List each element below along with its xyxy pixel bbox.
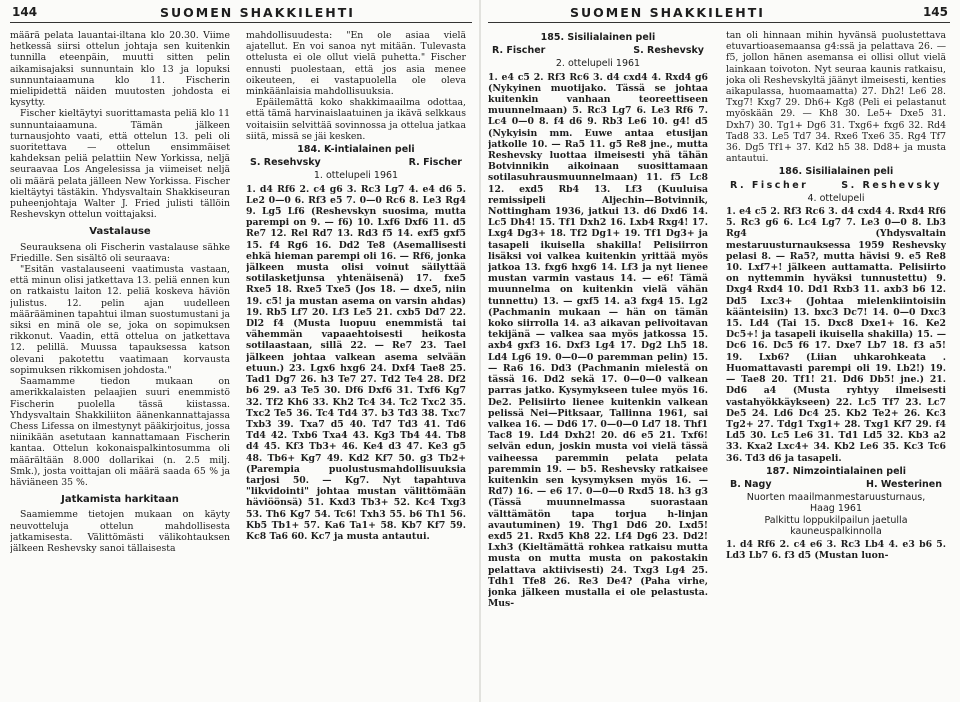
page-number: 145 [922,5,948,19]
paragraph: Saamamme tiedon mukaan on amerikkalaisten pelaajien suuri enemmistö Fischerin puolella tässä kiistassa. Yhdysvaltain Shakkiliiton äänenkannattajassa Chess Lifessa on ilmestynyt pääkirjoitus, jossa niinikään asetutaan kannattamaan Fischerin kantaa. Ottelun kokonaispalkintosumma oli määrältään 8.000 dollarikai (n. 2.5 milj. Smk.), josta voittajan oli määrä saada 65 % ja häviäneen 35 %. [10,376,230,488]
black-player: R. Fischer [408,157,462,169]
game-subtitle: kauneuspalkinnolla [790,525,882,537]
game-moves: 1. e4 c5 2. Rf3 Rc6 3. d4 cxd4 4. Rxd4 g6 (Nykyinen muotijako. Tässä se johtaa kuitenkin vanhaan teoreettiseen muunnelmaan) 5. Rc3 Lg7 6. Le3 Rf6 7. Lc4 0—0 8. f4 d6 9. Rb3 Le6 10. g4! d5 (Nykyisin mm. Euwe antaa etusijan jatkolle 10. — Ra5 11. g5 Re8 jne., mutta Reshevsky luottaa ilmeisesti yhä tähän Botvinnikin aikoinaan suosittamaan sotilasuhrausmuunnelmaan) 11. f5 Lc8 12. exd5 Rb4 13. Lf3 (Kuuluisa remissipeli Aljechin—Botvinnik, Nottingham 1936, jatkui 13. d6 Dxd6 14. Lc5 Dh4! 15. Tf1 Dxh2 16. Lxb4 Rxg4! 17. Lxg4 Dg3+ 18. Tf2 Dg1+ 19. Tf1 Dg3+ ja tasapeli ikuisella shakilla! Pelisiirron lisäksi voi valkea kuitenkin yrittää myös jatkoa 13. fxg6 hxg6 14. Lf3 ja nyt lienee mustan varmin vastaus 14. — e6! Tämä muunnelma on kuitenkin vielä vähän tunnettu) 13. — gxf5 14. a3 fxg4 15. Lg2 (Pachmanin mukaan — hän on tämän koko siirrolla 14. a3 aikavan pelivoitavan tekijänä — valkea saa myös jatkossa 15. axb4 gxf3 16. Dxf3 Lg4 17. Dg2 Lh5 18. Ld4 Lg6 19. 0—0—0 paremman pelin) 15. — Ra6 16. Dd3 (Pachmanin mielestä on tässä 16. Dd2 sekä 17. 0—0—0 valkean parras jatko. Kysymykseen tulee myös 16. De2. Pelisiirto lienee kuitenkin valkean pelissä Nei—Pitksaar, Tallinna 1961, sai valkea 16. — Dd6 17. 0—0—0 Ld7 18. Thf1 Tac8 19. Ld4 Dxh2! 20. d6 e5 21. Txf6! selvän edun, joskin musta voi vielä tässä vaiheessa paremmin pelata pelata paremmin 19. — b5. Reshevsky ratkaisee kuitenkin sen kysymyksen myös 16. — Rd7) 16. — e6 17. 0—0—0 Rxd5 18. h3 g3 (Tässä muunnelmassa suorastaan välttämätön tapa torjua h-linjan avautuminen) 19. Thg1 Dd6 20. Lxd5! exd5 21. Rxd5 Kh8 22. Lf4 Dg6 23. Dd2! Lxh3 (Kieltämättä rohkea ratkaisu mutta musta on mutta musta on pakostakin pelattava aktiivisesti) 24. Txg3 Lg4 25. Tdh1 Tfe8 26. Re3 De4? (Paha virhe, jonka jälkeen mustalla ei ole pelastusta. Mus- [488,71,708,610]
page-header [10,2,472,23]
white-player: S. Resehvsky [250,157,321,169]
page-gutter [479,0,481,702]
paragraph: määrä pelata lauantai-iltana klo 20.30. Viime hetkessä siirsi ottelun johtaja sen kuitenkin tunnilla eteenpäin, muutti sitten pelin aikamisajaksi sunnuntain klo 13 ja lopuksi sunnuntaiaamuna klo 11. Fischerin mielipidettä näiden muutosten johdosta ei kysytty. [10,30,230,109]
paragraph: "Esitän vastalauseeni vaatimusta vastaan, että minun olisi jatkettava 13. peliä ennen kun on ratkaistu laiton 12. peliä koskeva häviön julistus. 12. pelin ajan uudelleen määrääminen tapahtui ilman suostumustani ja siksi en minä ole se, joka on sopimuksen rikkonut. Vaadin, että ottelua on jatkettava 12. pelillä. Muussa tapauksessa katson olevani pakotettu vaatimaan korvausta sopimuksen rikkomisen johdosta." [10,264,230,376]
page-header [488,2,950,23]
running-title: SUOMEN SHAKKILEHTI [160,5,355,20]
game-header [726,466,946,537]
game-moves: 1. e4 c5 2. Rf3 Rc6 3. d4 cxd4 4. Rxd4 Rf6 5. Rc3 g6 6. Lc4 Lg7 7. Le3 0—0 8. Lb3 Rg4 (Yhdysvaltain mestaruusturnauksessa 1959 Reshevsky pelasi 8. — Ra5?, mutta hävisi 9. e5 Re8 10. Lxf7+! jälkeen auttamatta. Pelisiirto on nyttemmin hyväksi tunnustettu) 9. Dxg4 Rxd4 10. Dd1 Rxb3 11. axb3 b6 12. Dd5 Lxc3+ (Johtaa mielenkiintoisiin käänteisiin) 13. bxc3 Dc7! 14. 0—0 Dxc3 15. Ld4 (Tai 15. Dxc8 Dxe1+ 16. Ke2 Dc5+! ja tasapeli ikuisella shakilla) 15. — Dc6 16. Dc5 f6 17. Dxe7 Lb7 18. f3 a5! 19. Lxb6? (Liian uhkarohkeata . Huomattavasti parempi oli 19. Lb2!) 19. — Tae8 20. Tf1! 21. Dd6 Db5! jne.) 21. Dd6 a4 (Musta ryhtyy ilmeisesti vastahyökkäykseen) 22. Lc5 Tf7 23. Lc7 De5 24. Ld6 Dc4 25. Kb2 Te2+ 26. Kc3 Tg2+ 27. Tdg1 Txg1+ 28. Txg1 Kf7 29. f4 Ld5 30. Lc5 Le6 31. Td1 Ld5 32. Kb3 a2 33. Kxa2 Lxc4+ 34. Kb2 Le6 35. Kc3 Tc6 36. Td3 d6 ja tasapeli. [726,206,946,464]
game-number: 187. Nimzointialainen peli [765,465,907,477]
paragraph: Seurauksena oli Fischerin vastalause sähke Friedille. Sen sisältö oli seuraava: [10,241,230,264]
game-number: 186. Sisilialainen peli [778,166,894,178]
right-column-2 [726,30,946,698]
paragraph: mahdollisuudesta: "En ole asiaa vielä ajatellut. En voi sanoa nyt mitään. Tulevasta ottelusta ei ole ollut vielä puhetta." Fischer ennusti puolestaan, että jos asia menee oikeuteen, ei vastapuolella ole oleva minkäänlaisia mahdollisuuksia. [246,30,466,98]
black-player: S. Reshevsky [633,45,704,57]
paragraph: tan oli hinnaan mihin hyvänsä puolustettava etuvartioasemaansa g4:ssä ja pelattava 26. — f5, jollon hänen asemansa ei ollisi ollut vielä lainkaan toivoton. Nyt seuraa kaunis ratkaisu, joka oli Reshevskyltä jäänyt ilmeisesti, kenties aikapulassa, huomaamatta) 27. Dh2! Le6 28. Txg7! Kxg7 29. Dh6+ Kg8 (Peli ei pelastanut myöskään 29. — Kh8 30. Le5+ Dxe5 31. Dxh7) 30. Tg1+ Dg6 31. Txg6+ fxg6 32. Rd4 Tad8 33. Le5 Td7 34. Rxe6 Txe6 35. Rg4 Tf7 36. Dg5 Tf1+ 37. Kd2 h5 38. Dd8+ ja musta antautui. [726,30,946,165]
game-subtitle: 4. ottelupeli [807,192,865,204]
paragraph: Epäilemättä koko shakkimaailma odottaa, että tämä harvinaislaatuinen ja ikävä selkkaus voitaisiin selvittää sovinnossa ja ottelua jatkaa siitä, missä se jäi kesken. [246,97,466,142]
left-column-1 [10,30,230,698]
page-number: 144 [12,5,38,19]
left-column-2 [246,30,466,698]
players-row [488,45,708,56]
game-header [246,144,466,182]
white-player: R. Fischer [730,179,809,191]
game-subtitle: 2. ottelupeli 1961 [555,58,641,70]
game-subtitle: Palkittu loppukilpailun jaetulla [764,514,908,526]
section-heading: Vastalause [89,226,151,238]
game-subtitle: Nuorten maailmanmestaruusturnaus, [746,492,926,504]
left-page [10,0,472,702]
black-player: S. Reshevsky [841,179,942,191]
players-row [246,157,466,168]
paragraph: Fischer kieltäytyi suorittamasta peliä klo 11 sunnuntaiaamuna. Tämän jälkeen turnausjohto vaati, että ottelun 13. peli oli suoritettava — ottelun ensimmäiset kahdeksan peliä pelattiin New Yorkissa, neljä seuraavaa Los Angelesissa ja viimeiset neljä oli määrä pelata jälleen New Yorkissa. Fischer kieltäytyi tästäkin. Yhdysvaltain Shakkiseuran puheenjohtaja Walter J. Fried julisti tällöin Reshevskyn ottelun voittajaksi. [10,108,230,221]
game-header [726,166,946,204]
black-player: H. Westerinen [866,478,942,490]
game-moves: 1. d4 Rf6 2. c4 g6 3. Rc3 Lg7 4. e4 d6 5. Le2 0—0 6. Rf3 e5 7. 0—0 Rc6 8. Le3 Rg4 9. Lg5 Lf6 (Reshevskyn suosima, mutta parempi on 9. — f6) 10. Lxf6 Dxf6 11. d5 Re7 12. Rel Rd7 13. Rd3 f5 14. exf5 gxf5 15. f4 Rg6 16. Dd2 Te8 (Asemallisesti ehkä hieman parempi oli 16. — Rf6, jonka jälkeen musta olisi voinut säilyttää sotilasketjunsa yhtenäisenä) 17. fxe5 Rxe5 18. Rxe5 Txe5 (Jos 18. — dxe5, niin 19. c5! ja mustan asema on varsin ahdas) 19. Rb5 Lf7 20. Lf3 Le5 21. cxb5 Dd7 22. Dl2 f4 (Musta luopuu enemmistä tai vähemmän vapaaehtoisesti heikosta sotilaastaan, sillä 22. — Re7 23. Tael jälkeen johtaa valkean asema selvään etuun.) 23. Lgx6 hxg6 24. Dxf4 Tae8 25. Tad1 Dg7 26. h3 Te7 27. Td2 Te4 28. Df2 b6 29. a3 Te5 30. Df6 Dxf6 31. Txf6 Kg7 32. Tf2 Kh6 33. Kh2 Tc4 34. Tc2 Txc2 35. Txc2 Te5 36. Tc4 Td4 37. b3 Td3 38. Txc7 Txb3 39. Txa7 d5 40. Td7 Td3 41. Td6 Td4 42. Txb6 Txa4 43. Kg3 Tb4 44. Tb8 d4 45. Kf3 Tb3+ 46. Ke4 d3 47. Ke3 g5 48. Tb6+ Kg7 49. Kd2 Kf7 50. g3 Tb2+ (Parempia puolustusmahdollisuuksia tarjosi 50. — Kg7. Nyt tapahtuva "likvidointi" johtaa mustan välittömään häviöönsä) 51. Kxd3 Tb3+ 52. Kc4 Txg3 53. Th6 Kg7 54. Tc6! Txh3 55. b6 Th1 56. Kb5 Tb1+ 57. Ka6 Ta1+ 58. Kb7 Kf7 59. Kc8 Ta6 60. Kc7 ja musta antautui. [246,183,466,542]
game-subtitle: 1. ottelupeli 1961 [313,170,399,182]
paragraph: Saamiemme tietojen mukaan on käyty neuvotteluja ottelun mahdollisesta jatkamisesta. Välittömästi välikohtauksen jälkeen Reshevsky sanoi tällaisesta [10,509,230,554]
game-moves: 1. d4 Rf6 2. c4 e6 3. Rc3 Lb4 4. e3 b6 5. Ld3 Lb7 6. f3 d5 (Mustan luon- [726,538,946,562]
right-column-1 [488,30,708,698]
section-heading: Jatkamista harkitaan [61,494,179,506]
running-title: SUOMEN SHAKKILEHTI [570,5,765,20]
right-page [488,0,950,702]
game-header [488,32,708,70]
game-number: 184. K-intialainen peli [297,144,415,156]
game-subtitle: Haag 1961 [809,503,862,515]
players-row [726,180,946,191]
game-number: 185. Sisilialainen peli [540,32,656,43]
white-player: R. Fischer [492,45,546,57]
players-row [726,479,946,490]
white-player: B. Nagy [730,478,772,490]
